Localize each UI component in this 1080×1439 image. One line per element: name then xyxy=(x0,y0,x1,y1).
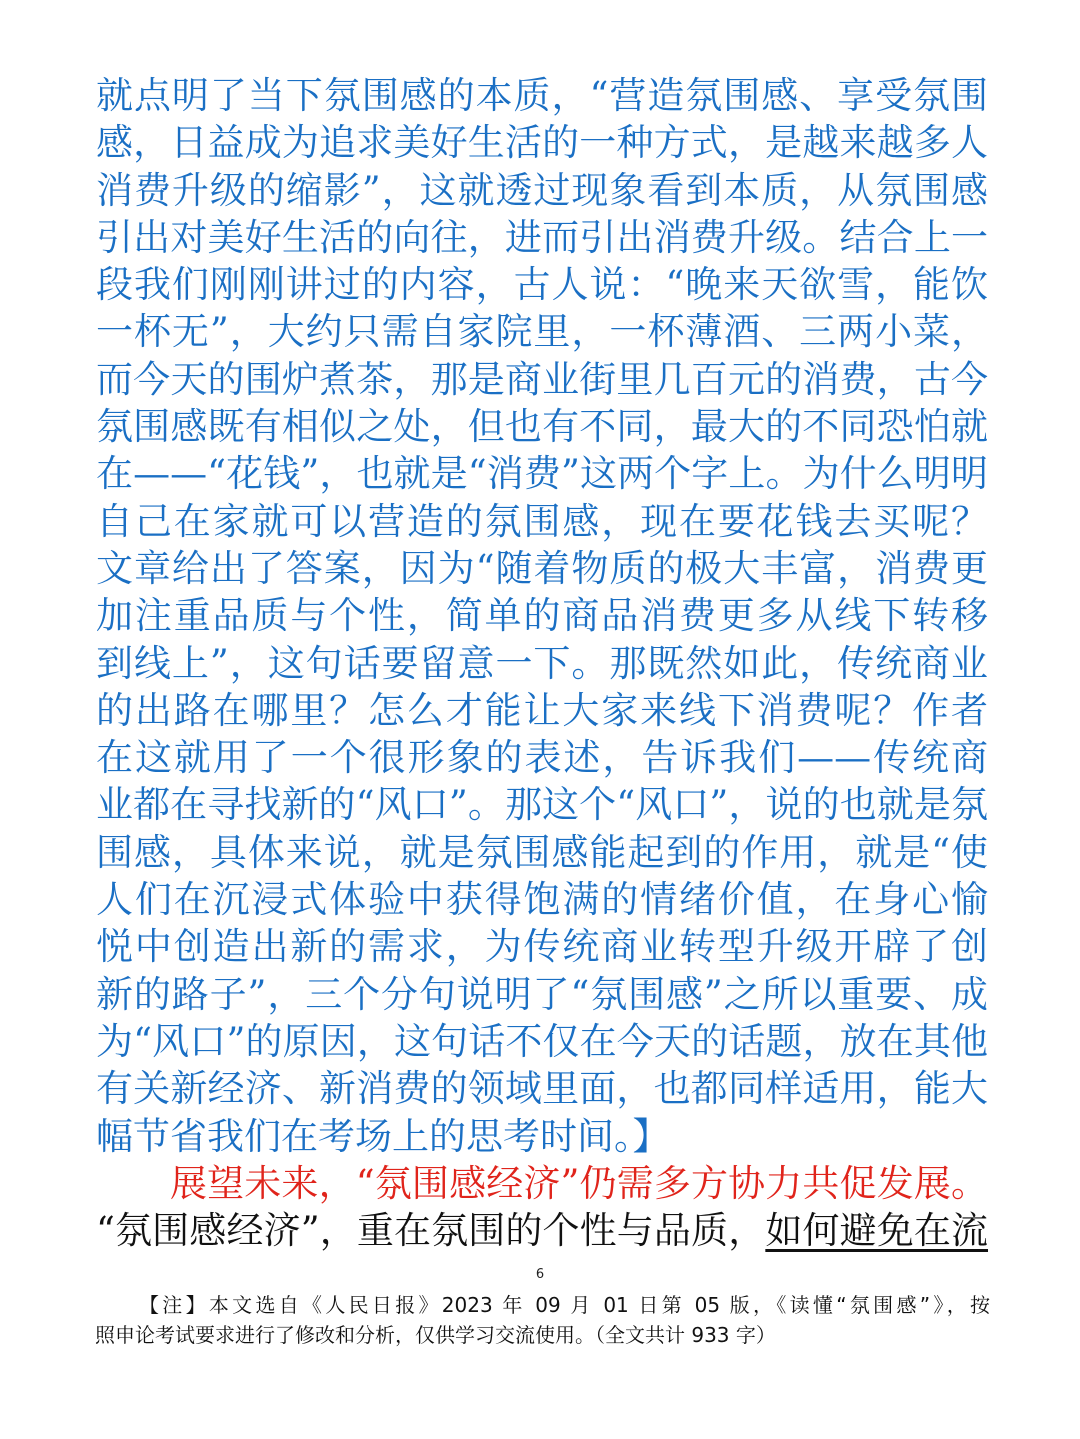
body-line: 新的路子”，三个分句说明了“氛围感”之所以重要、成 xyxy=(96,972,988,1016)
body-line-end: 幅节省我们在考场上的思考时间。】 xyxy=(96,1114,670,1158)
body-line: 悦中创造出新的需求，为传统商业转型升级开辟了创 xyxy=(96,925,988,969)
body-line: 文章给出了答案，因为“随着物质的极大丰富，消费更 xyxy=(96,546,988,590)
source-note-line: 【注】本文选自《人民日报》2023 年 09 月 01 日第 05 版，《读懂“氛围感”》，按 xyxy=(139,1293,990,1317)
body-line: 业都在寻找新的“风口”。那这个“风口”，说的也就是氛 xyxy=(96,783,988,827)
body-line: 到线上”，这句话要留意一下。那既然如此，传统商业 xyxy=(96,641,988,685)
continuation-text: “氛围感经济”，重在氛围的个性与品质， xyxy=(96,1209,766,1253)
page-number: 6 xyxy=(535,1267,545,1282)
body-line: 围感，具体来说，就是氛围感能起到的作用，就是“使 xyxy=(96,830,988,874)
source-note xyxy=(95,1290,990,1350)
body-line: 氛围感既有相似之处，但也有不同，最大的不同恐怕就 xyxy=(96,405,988,449)
body-line: 在这就用了一个很形象的表述，告诉我们——传统商 xyxy=(96,736,988,780)
body-line: 的出路在哪里？怎么才能让大家来线下消费呢？作者 xyxy=(96,688,988,732)
underlined-text: 如何避免在流 xyxy=(765,1209,989,1253)
body-line: 加注重品质与个性，简单的商品消费更多从线下转移 xyxy=(96,594,988,638)
body-line: 自己在家就可以营造的氛围感，现在要花钱去买呢？ xyxy=(96,499,988,543)
body-line: 而今天的围炉煮茶，那是商业街里几百元的消费，古今 xyxy=(96,357,988,401)
body-line: 人们在沉浸式体验中获得饱满的情绪价值，在身心愉 xyxy=(96,878,988,922)
body-line: 一杯无”，大约只需自家院里，一杯薄酒、三两小菜， xyxy=(96,310,988,354)
body-line: 感，日益成为追求美好生活的一种方式，是越来越多人 xyxy=(96,121,988,165)
body-line: 段我们刚刚讲过的内容，古人说：“晚来天欲雪，能饮 xyxy=(96,263,988,307)
source-note-line: 照申论考试要求进行了修改和分析，仅供学习交流使用。（全文共计 933 字） xyxy=(95,1323,776,1347)
body-line: 为“风口”的原因，这句话不仅在今天的话题，放在其他 xyxy=(96,1019,988,1063)
body-line: 在——“花钱”，也就是“消费”这两个字上。为什么明明 xyxy=(96,452,988,496)
highlight-sentence: 展望未来，“氛围感经济”仍需多方协力共促发展。 xyxy=(170,1161,988,1205)
body-line: 有关新经济、新消费的领域里面，也都同样适用，能大 xyxy=(96,1067,988,1111)
body-line: 引出对美好生活的向往，进而引出消费升级。结合上一 xyxy=(96,215,988,259)
body-line: 就点明了当下氛围感的本质，“营造氛围感、享受氛围 xyxy=(96,74,988,117)
continuation-line xyxy=(96,1207,988,1254)
body-line: 消费升级的缩影”，这就透过现象看到本质，从氛围感 xyxy=(96,168,988,212)
analysis-body xyxy=(96,72,988,1254)
